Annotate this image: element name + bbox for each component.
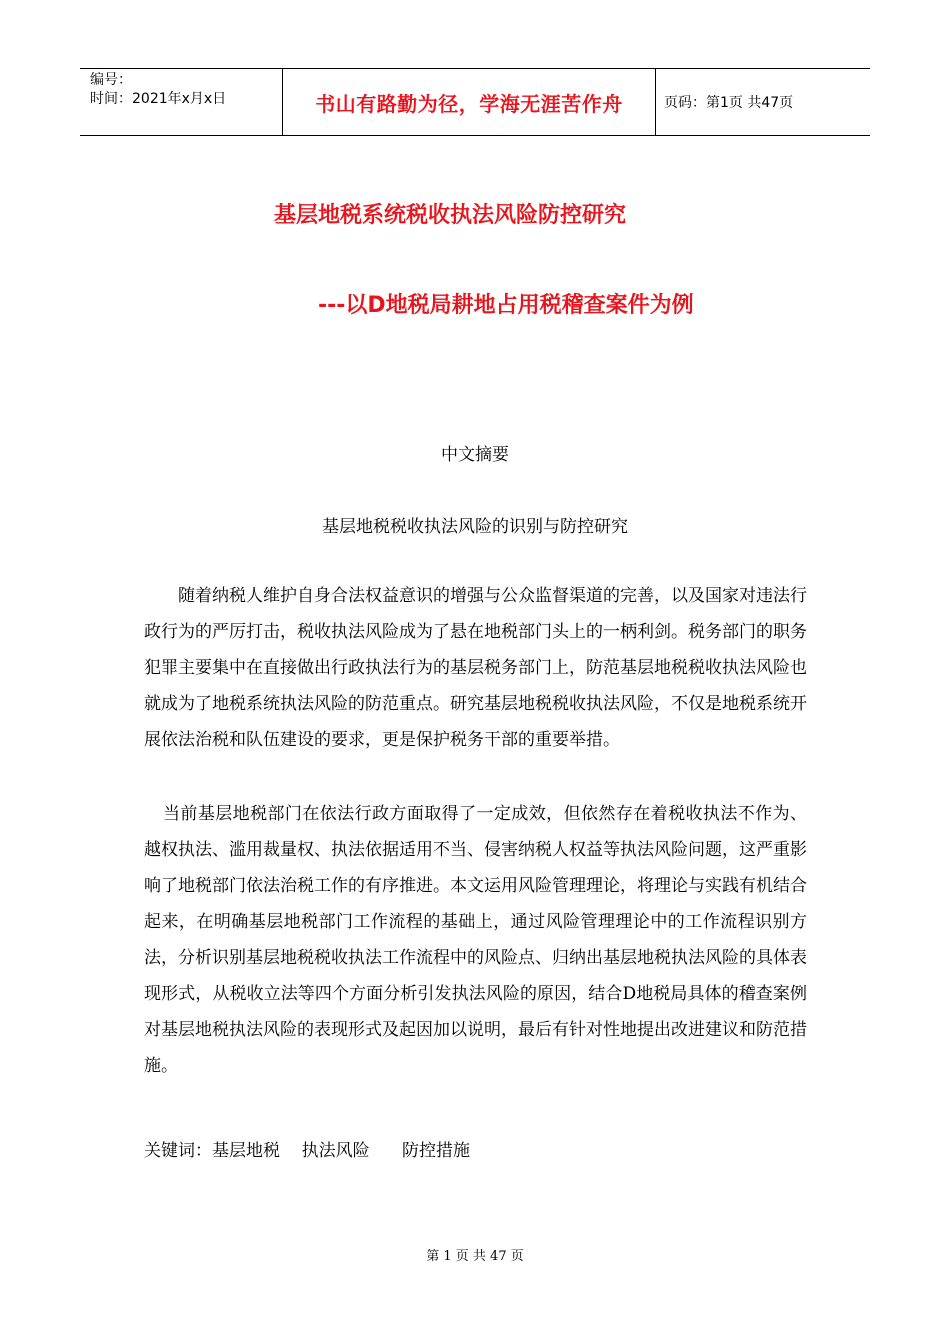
document-subtitle: ---以D地税局耕地占用税稽查案件为例 xyxy=(318,293,694,318)
time-label: 时间：2021年x月x日 xyxy=(90,91,227,107)
abstract-paragraph-1: 随着纳税人维护自身合法权益意识的增强与公众监督渠道的完善，以及国家对违法行政行为的严厉打击，税收执法风险成为了悬在地税部门头上的一柄利剑。税务部门的职务犯罪主要集中在直接做出行政执法行为的基层税务部门上，防范基层地税税收执法风险也就成为了地税系统执法风险的防范重点。研究基层地税税收执法风险，不仅是地税系统开展依法治税和队伍建设的要求，更是保护税务干部的重要举措。 xyxy=(144,586,807,750)
abstract-heading: 中文摘要 xyxy=(441,445,509,465)
number-label: 编号： xyxy=(90,72,132,88)
header-meta xyxy=(80,69,282,135)
keywords-line: 关键词：基层地税 执法风险 防控措施 xyxy=(144,1141,471,1161)
header-motto: 书山有路勤为径，学海无涯苦作舟 xyxy=(315,91,623,116)
document-title: 基层地税系统税收执法风险防控研究 xyxy=(274,203,627,228)
abstract-paragraph-2: 当前基层地税部门在依法行政方面取得了一定成效，但依然存在着税收执法不作为、越权执法、滥用裁量权、执法依据适用不当、侵害纳税人权益等执法风险问题，这严重影响了地税部门依法治税工作的有序推进。本文运用风险管理理论，将理论与实践有机结合起来，在明确基层地税部门工作流程的基础上，通过风险管理理论中的工作流程识别方法，分析识别基层地税税收执法工作流程中的风险点、归纳出基层地税执法风险的具体表现形式，从税收立法等四个方面分析引发执法风险的原因，结合D地税局具体的稽查案例对基层地税执法风险的表现形式及起因加以说明，最后有针对性地提出改进建议和防范措施。 xyxy=(144,804,807,1076)
page-footer: 第 1 页 共 47 页 xyxy=(426,1249,524,1264)
document-header xyxy=(80,68,870,136)
abstract-subtitle: 基层地税税收执法风险的识别与防控研究 xyxy=(322,517,628,537)
header-page-info: 页码：第1页 共47页 xyxy=(664,95,794,111)
header-motto-cell xyxy=(282,69,656,135)
